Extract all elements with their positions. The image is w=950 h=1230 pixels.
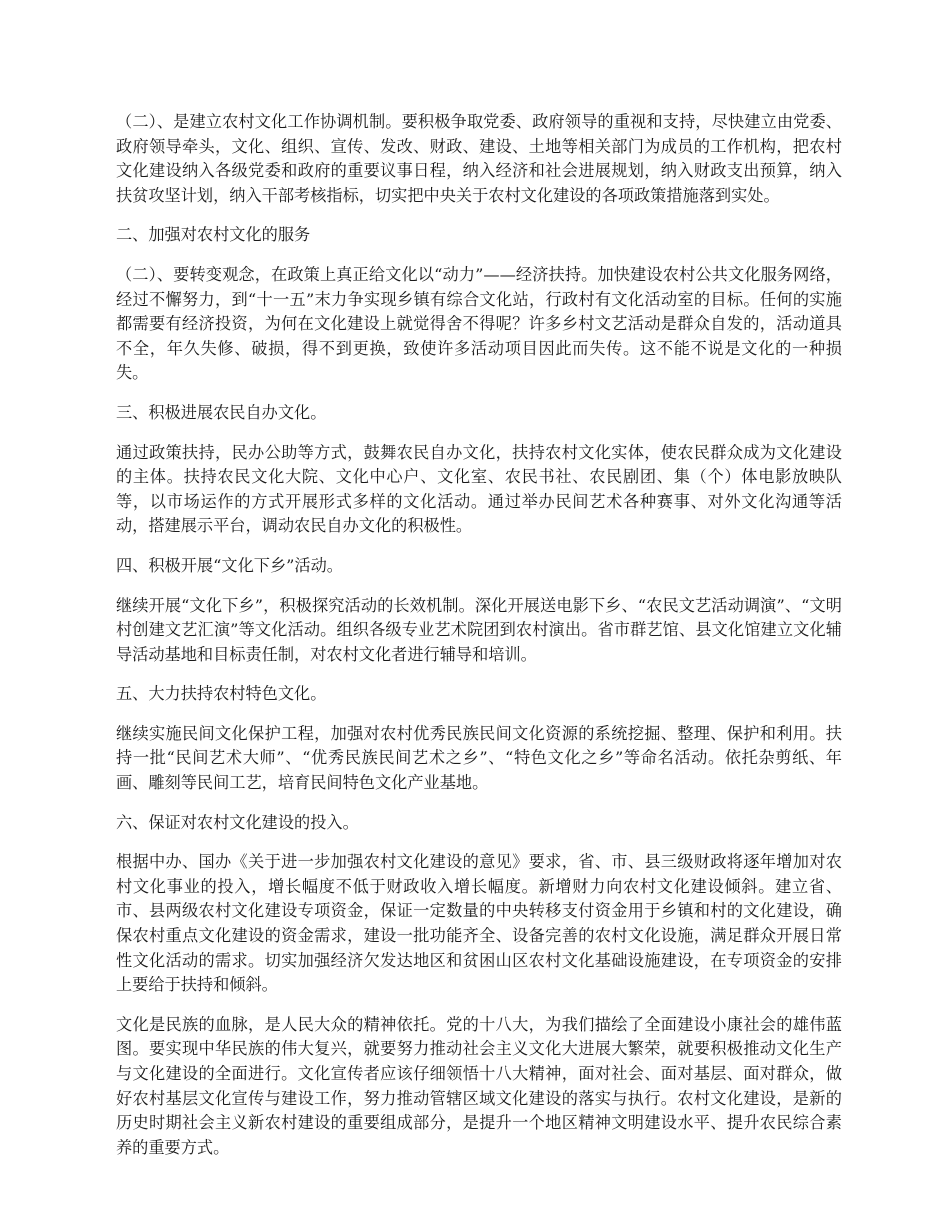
paragraph-characteristic-culture: 继续实施民间文化保护工程，加强对农村优秀民族民间文化资源的系统挖掘、整理、保护和利用。扶持一批“民间艺术大师”、“优秀民族民间艺术之乡”、“特色文化之乡”等命名活动。依托杂剪纸、年画、雕刻等民间工艺，培育民间特色文化产业基地。 [116, 723, 842, 793]
heading-section-3: 三、积极进展农民自办文化。 [116, 402, 327, 422]
heading-section-4: 四、积极开展“文化下乡”活动。 [116, 555, 343, 575]
paragraph-self-run-culture: 通过政策扶持，民办公助等方式，鼓舞农民自办文化，扶持农村文化实体，使农民群众成为文化建设的主体。扶持农民文化大院、文化中心户、文化室、农民书社、农民剧团、集（个）体电影放映队等，以市场运作的方式开展形式多样的文化活动。通过举办民间艺术各种赛事、对外文化沟通等活动，搭建展示平台，调动农民自办文化的积极性。 [116, 442, 842, 536]
heading-section-6: 六、保证对农村文化建设的投入。 [116, 812, 359, 832]
paragraph-investment: 根据中办、国办《关于进一步加强农村文化建设的意见》要求，省、市、县三级财政将逐年增加对农村文化事业的投入，增长幅度不低于财政收入增长幅度。新增财力向农村文化建设倾斜。建立省、市、县两级农村文化建设专项资金，保证一定数量的中央转移支付资金用于乡镇和村的文化建设，确保农村重点文化建设的资金需求，建设一批功能齐全、设备完善的农村文化设施，满足群众开展日常性文化活动的需求。切实加强经济欠发达地区和贫困山区农村文化基础设施建设，在专项资金的安排上要给于扶持和倾斜。 [116, 852, 842, 995]
paragraph-coordination-mechanism: （二）、是建立农村文化工作协调机制。要积极争取党委、政府领导的重视和支持，尽快建立由党委、政府领导牵头，文化、组织、宣传、发改、财政、建设、土地等相关部门为成员的工作机构，把农村文化建设纳入各级党委和政府的重要议事日程，纳入经济和社会进展规划，纳入财政支出预算，纳入扶贫攻坚计划，纳入干部考核指标，切实把中央关于农村文化建设的各项政策措施落到实处。 [116, 112, 842, 205]
paragraph-conclusion: 文化是民族的血脉，是人民大众的精神依托。党的十八大，为我们描绘了全面建设小康社会的雄伟蓝图。要实现中华民族的伟大复兴，就要努力推动社会主义文化大进展大繁荣，就要积极推动文化生产与文化建设的全面进行。文化宣传者应该仔细领悟十八大精神，面对社会、面对基层、面对群众，做好农村基层文化宣传与建设工作，努力推动管辖区域文化建设的落实与执行。农村文化建设，是新的历史时期社会主义新农村建设的重要组成部分，是提升一个地区精神文明建设水平、提升农民综合素养的重要方式。 [116, 1014, 842, 1157]
heading-section-5: 五、大力扶持农村特色文化。 [116, 684, 327, 704]
heading-section-2: 二、加强对农村文化的服务 [116, 225, 311, 245]
paragraph-economic-support: （二）、要转变观念，在政策上真正给文化以“动力”——经济扶持。加快建设农村公共文化服务网络，经过不懈努力，到“十一五”末力争实现乡镇有综合文化站，行政村有文化活动室的目标。任何的实施都需要有经济投资，为何在文化建设上就觉得舍不得呢？许多乡村文艺活动是群众自发的，活动道具不全，年久失修、破损，得不到更换，致使许多活动项目因此而失传。这不能不说是文化的一种损失。 [116, 264, 842, 383]
paragraph-culture-to-countryside: 继续开展“文化下乡”，积极探究活动的长效机制。深化开展送电影下乡、“农民文艺活动调演”、“文明村创建文艺汇演”等文化活动。组织各级专业艺术院团到农村演出。省市群艺馆、县文化馆建立文化辅导活动基地和目标责任制，对农村文化者进行辅导和培训。 [116, 595, 842, 664]
